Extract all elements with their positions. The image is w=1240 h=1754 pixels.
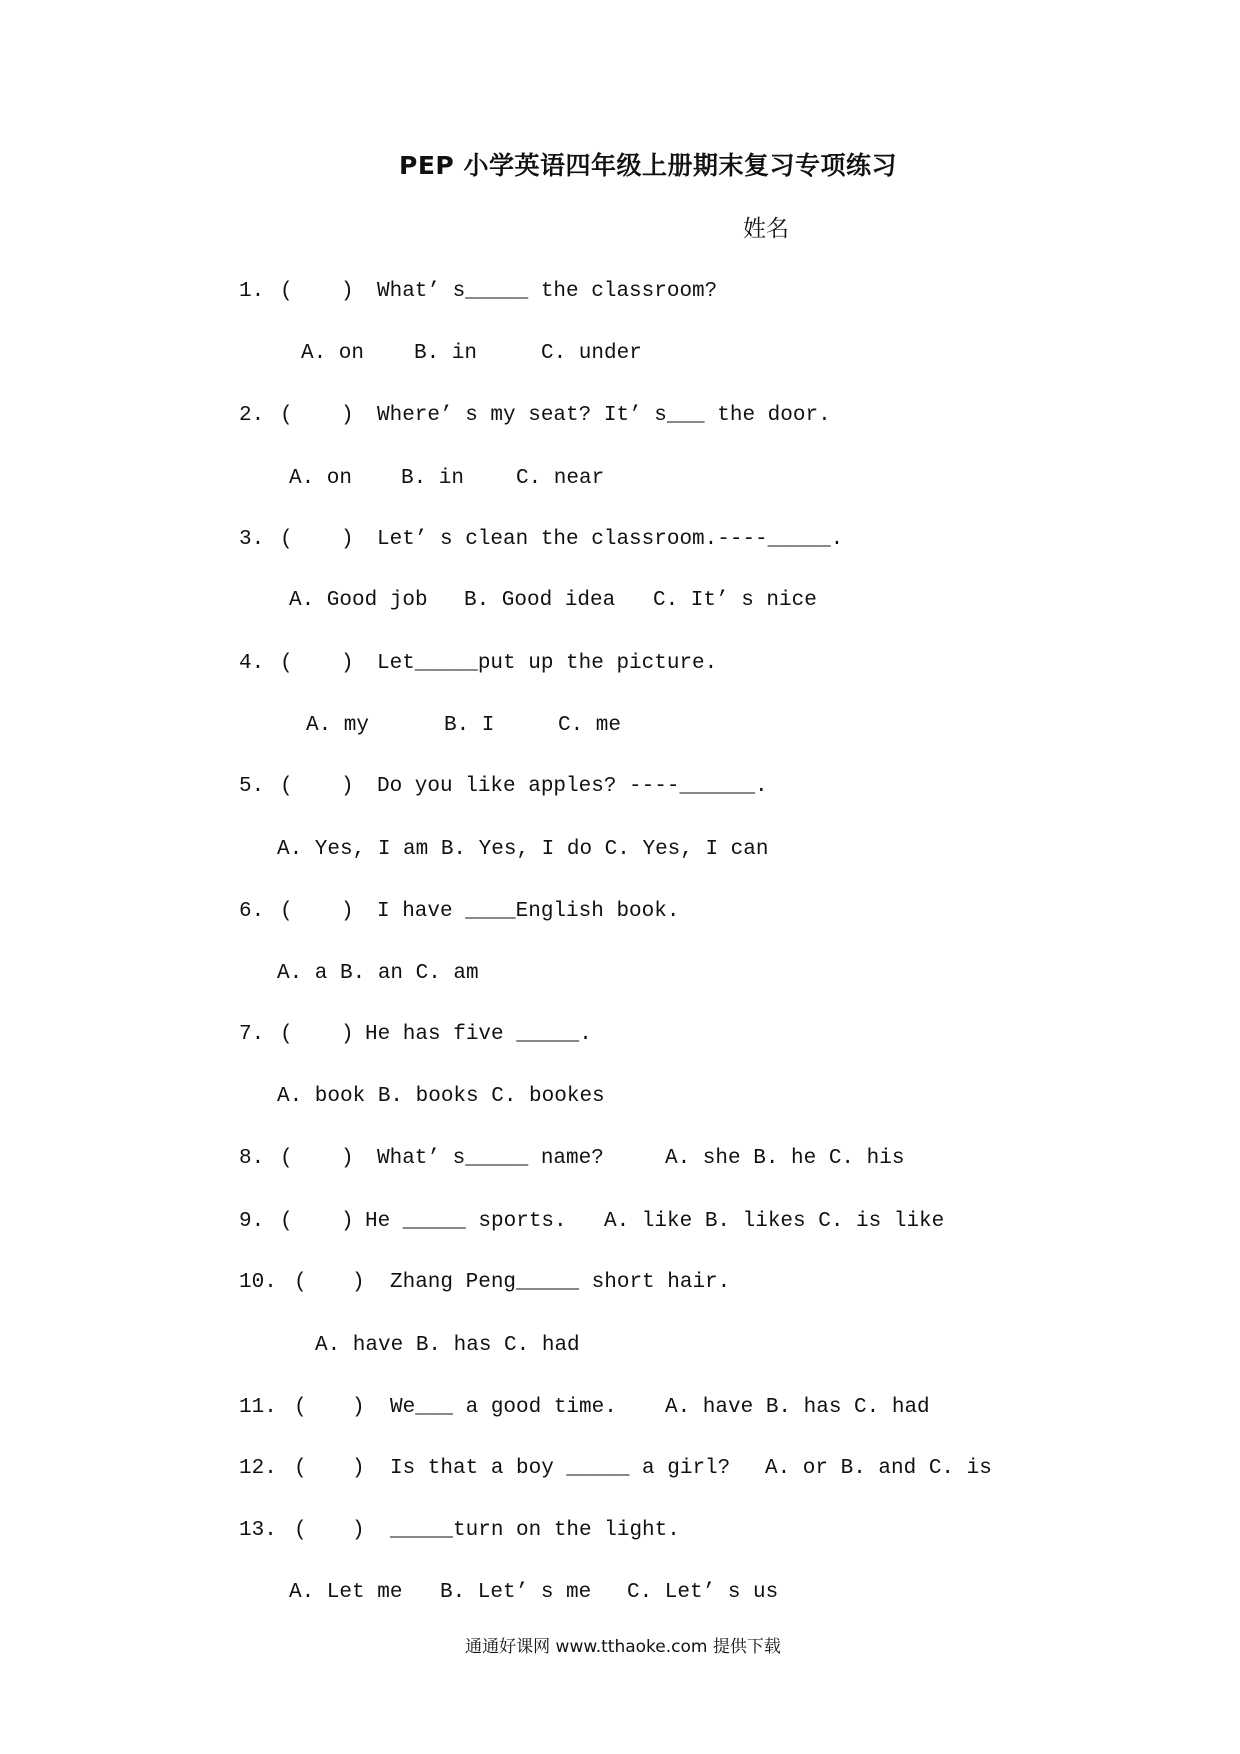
- question-text: Is that a boy _____ a girl?: [390, 1457, 731, 1480]
- option-group: [277, 838, 768, 862]
- option-a: A. my: [306, 714, 370, 737]
- answer-blank-close: ): [352, 1519, 365, 1542]
- question-number: 13.: [239, 1519, 277, 1542]
- question-8: [0, 1147, 1240, 1171]
- question-12: [0, 1457, 1240, 1481]
- question-text: Where’ s my seat? It’ s___ the door.: [377, 404, 831, 427]
- question-number: 3.: [239, 528, 265, 551]
- answer-blank-close: ): [352, 1457, 365, 1480]
- answer-blank-close: ): [341, 900, 354, 923]
- question-text: We___ a good time.: [390, 1396, 617, 1419]
- options-1: [0, 342, 1240, 366]
- answer-blank-close: ): [341, 1210, 354, 1233]
- option-c: C. is like: [818, 1210, 945, 1233]
- answer-blank-close: ): [341, 528, 354, 551]
- question-number: 1.: [239, 280, 265, 303]
- options-10: [0, 1334, 1240, 1358]
- question-number: 10.: [239, 1271, 277, 1294]
- option-a: A. on: [289, 467, 353, 490]
- question-text: Do you like apples? ----______.: [377, 775, 768, 798]
- question-2: [0, 404, 1240, 428]
- options-6: [0, 962, 1240, 986]
- answer-blank-open: (: [280, 775, 293, 798]
- answer-blank-open: (: [294, 1457, 307, 1480]
- question-6: [0, 900, 1240, 924]
- option-b: B. has: [415, 1334, 492, 1357]
- option-group: [277, 962, 479, 986]
- options-5: [0, 838, 1240, 862]
- question-text: He _____ sports.: [365, 1210, 567, 1233]
- option-a: A. have: [665, 1396, 754, 1419]
- answer-blank-open: (: [280, 280, 293, 303]
- option-c: C. had: [504, 1334, 580, 1357]
- question-text: I have ____English book.: [377, 900, 680, 923]
- answer-blank-open: (: [294, 1396, 307, 1419]
- question-7: [0, 1023, 1240, 1047]
- option-b: B. an: [340, 962, 404, 985]
- options-3: [0, 589, 1240, 613]
- option-a: A. like: [604, 1210, 693, 1233]
- answer-blank-close: ): [341, 280, 354, 303]
- option-c: C. his: [828, 1147, 905, 1170]
- question-number: 9.: [239, 1210, 265, 1233]
- answer-blank-open: (: [280, 528, 293, 551]
- option-b: B. in: [414, 342, 478, 365]
- options-2: [0, 467, 1240, 491]
- option-c: C. near: [516, 467, 605, 490]
- option-a: A. book: [277, 1085, 366, 1108]
- question-text: What’ s_____ the classroom?: [377, 280, 718, 303]
- option-b: B. Let’ s me: [440, 1581, 592, 1604]
- option-a: A. have: [315, 1334, 404, 1357]
- answer-blank-open: (: [280, 1023, 293, 1046]
- option-a: A. or: [765, 1457, 829, 1480]
- question-4: [0, 652, 1240, 676]
- answer-blank-close: ): [341, 652, 354, 675]
- question-1: [0, 280, 1240, 304]
- answer-blank-close: ): [341, 1023, 354, 1046]
- question-number: 12.: [239, 1457, 277, 1480]
- option-c: C. am: [415, 962, 479, 985]
- question-number: 7.: [239, 1023, 265, 1046]
- option-group: [604, 1210, 944, 1234]
- answer-blank-open: (: [280, 1147, 293, 1170]
- option-b: B. has: [765, 1396, 842, 1419]
- question-number: 6.: [239, 900, 265, 923]
- question-text: Let’ s clean the classroom.----_____.: [377, 528, 844, 551]
- option-b: B. books: [377, 1085, 479, 1108]
- option-b: B. and: [840, 1457, 917, 1480]
- question-11: [0, 1396, 1240, 1420]
- answer-blank-close: ): [341, 404, 354, 427]
- answer-blank-open: (: [280, 652, 293, 675]
- option-a: A. she: [665, 1147, 741, 1170]
- question-text: _____turn on the light.: [390, 1519, 680, 1542]
- option-b: B. likes: [704, 1210, 806, 1233]
- question-number: 2.: [239, 404, 265, 427]
- option-c: C. Yes, I can: [604, 838, 769, 861]
- option-c: C. had: [854, 1396, 930, 1419]
- option-group: [665, 1147, 904, 1171]
- option-c: C. me: [558, 714, 622, 737]
- option-group: [315, 1334, 580, 1358]
- answer-blank-open: (: [280, 404, 293, 427]
- answer-blank-open: (: [294, 1271, 307, 1294]
- name-label: 姓名: [743, 216, 789, 242]
- option-group: [765, 1457, 992, 1481]
- question-5: [0, 775, 1240, 799]
- option-group: [665, 1396, 930, 1420]
- answer-blank-open: (: [280, 1210, 293, 1233]
- question-number: 5.: [239, 775, 265, 798]
- option-b: B. in: [401, 467, 465, 490]
- option-a: A. Let me: [289, 1581, 403, 1604]
- question-13: [0, 1519, 1240, 1543]
- question-9: [0, 1210, 1240, 1234]
- answer-blank-close: ): [352, 1396, 365, 1419]
- answer-blank-close: ): [341, 775, 354, 798]
- question-number: 4.: [239, 652, 265, 675]
- option-b: B. I: [444, 714, 495, 737]
- answer-blank-open: (: [294, 1519, 307, 1542]
- question-text: He has five _____.: [365, 1023, 592, 1046]
- option-c: C. under: [541, 342, 642, 365]
- options-13: [0, 1581, 1240, 1605]
- question-text: Let_____put up the picture.: [377, 652, 718, 675]
- option-a: A. on: [301, 342, 365, 365]
- question-text: Zhang Peng_____ short hair.: [390, 1271, 731, 1294]
- option-b: B. Yes, I do: [440, 838, 593, 861]
- option-b: B. he: [753, 1147, 817, 1170]
- question-3: [0, 528, 1240, 552]
- option-c: C. is: [928, 1457, 992, 1480]
- options-4: [0, 714, 1240, 738]
- question-10: [0, 1271, 1240, 1295]
- option-group: [277, 1085, 605, 1109]
- option-a: A. Yes, I am: [277, 838, 429, 861]
- option-a: A. Good job: [289, 589, 428, 612]
- answer-blank-open: (: [280, 900, 293, 923]
- option-c: C. It’ s nice: [653, 589, 817, 612]
- option-a: A. a: [277, 962, 328, 985]
- page-title: PEP 小学英语四年级上册期末复习专项练习: [399, 151, 897, 180]
- question-number: 8.: [239, 1147, 265, 1170]
- page-footer: 通通好课网 www.tthaoke.com 提供下载: [465, 1637, 781, 1657]
- options-7: [0, 1085, 1240, 1109]
- option-c: C. bookes: [491, 1085, 605, 1108]
- question-number: 11.: [239, 1396, 277, 1419]
- answer-blank-close: ): [352, 1271, 365, 1294]
- option-c: C. Let’ s us: [627, 1581, 779, 1604]
- answer-blank-close: ): [341, 1147, 354, 1170]
- option-b: B. Good idea: [464, 589, 616, 612]
- question-text: What’ s_____ name?: [377, 1147, 604, 1170]
